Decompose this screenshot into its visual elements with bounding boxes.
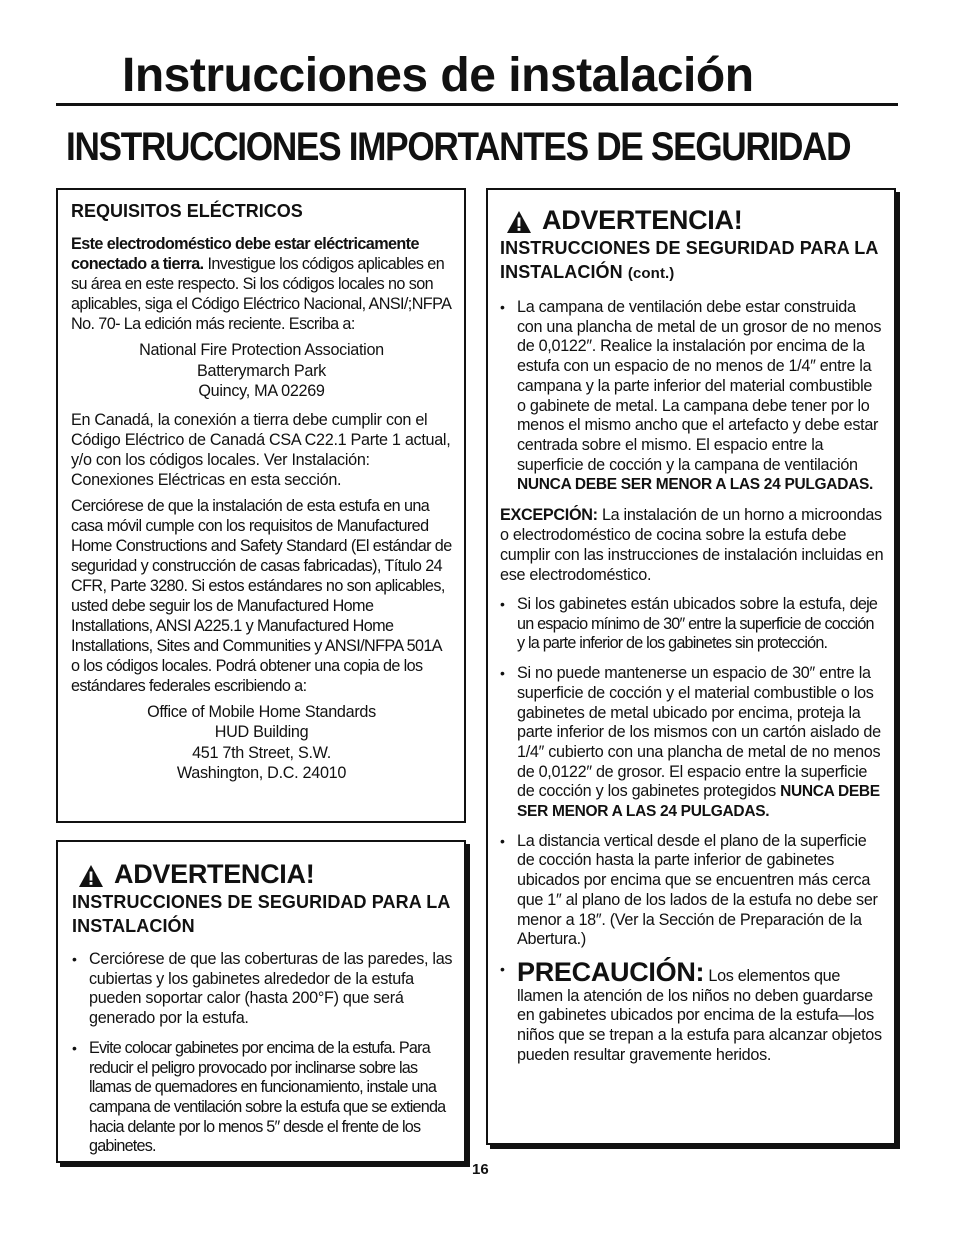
cabinet-text-a: Si los gabinetes están ubicados sobre la estufa, [517,595,846,614]
list-item: • Evite colocar gabinetes por encima de la estufa. Para reducir el peligro provocado por inclinarse sobre las llamas de quemadores en funcionamiento, instale una campana de ventilación sobre la estufa que se extienda hacia delante por lo menos 5″ desde el frente de los gabinetes. [72,1039,454,1157]
warning-box-left [56,840,466,1163]
address-line: Office of Mobile Home Standards [147,702,376,721]
address-line: 451 7th Street, S.W. [192,743,331,762]
grounding-paragraph [71,234,452,334]
address-line: HUD Building [214,723,309,741]
canada-paragraph: En Canadá, la conexión a tierra debe cumplir con el Código Eléctrico de Canadá CSA C22.1 Parte 1 actual, y/o con los códigos locales. Ver Instalación: Conexiones Eléctricas en esta sección. [71,410,451,489]
warning-header [78,860,454,888]
section-title: INSTRUCCIONES IMPORTANTES DE SEGURIDAD [66,125,851,169]
list-item [500,298,884,495]
page-number: 16 [472,1161,489,1178]
warning-header [506,206,884,234]
warning-subtitle-cont: (cont.) [627,265,675,282]
list-item: • Cerciórese de que las coberturas de las paredes, las cubiertas y los gabinetes alrededor de la estufa pueden soportar calor (hasta 200°F) que será generado por la estufa. [72,950,454,1029]
hud-address [71,702,452,784]
caution-text: Los elementos que llamen la atención de los niños no deben guardarse en gabinetes ubicados por encima de la estufa—los niños que se trepan a la estufa para alcanzar objetos pueden resultar gravemente heridos. [517,966,882,1064]
electrical-requirements-box [56,188,466,823]
warning-subtitle: INSTRUCCIONES DE SEGURIDAD PARA LA INSTALACIÓN [72,892,450,936]
warning-triangle-icon [506,210,532,234]
warning-list [500,298,884,495]
exception-paragraph [500,505,884,585]
warning-subtitle [500,236,884,286]
protection-never-text: NUNCA DEBE SER MENOR A LAS 24 PULGADAS. [517,783,880,821]
nfpa-address [71,340,452,402]
title-divider [56,103,898,106]
warning-list [72,950,454,1157]
grounding-text: Investigue los códigos aplicables en su área en este respecto. Si los códigos locales no son aplicables, siga el Código Eléctrico Nacional, ANSI/;NFPA No. 70- La edición más reciente. Escriba a: [71,255,451,333]
list-item [500,595,884,654]
list-item [500,664,884,822]
warning-box-right [486,188,896,1145]
hood-text: La campana de ventilación debe estar construida con una plancha de metal de un grosor de no menos de 0,0122″. Realice la instalación por encima de la estufa con un espacio de no menos de 1/4″ entre la campana y la parte inferior del material combustible o gabinete de metal. La campana debe tener por lo menos el mismo ancho que el artefacto y debe estar centrada sobre el mismo. El espacio entre la superficie de cocción y la campana de ventilación [517,298,882,474]
cabinet-text-b: deje un espacio mínimo de 30″ entre la superficie de cocción y la parte inferior de los gabinetes sin protección. [517,595,878,653]
warning-subtitle-text: INSTRUCCIONES DE SEGURIDAD PARA LA INSTALACIÓN [500,238,878,282]
address-line: Quincy, MA 02269 [198,382,325,400]
address-line: Washington, D.C. 24010 [176,764,347,782]
address-line: National Fire Protection Association [139,341,384,359]
list-item: • La distancia vertical desde el plano de la superficie de cocción hasta la parte inferior de gabinetes ubicados por encima que se encuentren más cerca que 1″ al plano de los lados de la estufa no debe ser menor a 18″. (Ver la Sección de Preparación de la Abertura.) [500,832,884,950]
grounding-bold-text: Este electrodoméstico debe estar eléctricamente conectado a tierra. [71,235,419,273]
exception-text: La instalación de un horno a microondas o electrodoméstico de cocina sobre la estufa debe cumplir con las instrucciones de instalación incluidas en ese electrodoméstico. [500,506,884,585]
warning-list [500,595,884,1065]
warning-title: ADVERTENCIA! [542,205,743,235]
warning-title: ADVERTENCIA! [114,859,315,889]
warning-triangle-icon [78,864,104,888]
page-title: Instrucciones de instalación [122,49,754,102]
exception-label: EXCEPCIÓN: [500,506,598,525]
protection-text: Si no puede mantenerse un espacio de 30″ entre la superficie de cocción y el material combustible o los gabinetes de metal ubicado por encima, proteja la parte inferior de los mismos con un cartón aislado de 1/4″ cubierto con una plancha de metal de no menos de 0,0122″ de grosor. El espacio entre la superficie de cocción y los gabinetes protegidos [517,664,881,801]
hood-never-text: NUNCA DEBE SER MENOR A LAS 24 PULGADAS. [517,476,874,494]
list-item [500,956,884,1066]
address-line: Batterymarch Park [197,361,326,380]
caution-label: PRECAUCIÓN: [517,956,705,987]
electrical-heading: REQUISITOS ELÉCTRICOS [71,201,303,221]
mobile-home-paragraph: Cerciórese de que la instalación de esta estufa en una casa móvil cumple con los requisitos de Manufactured Home Constructions and Safety Standard (El estándar de seguridad y construcción de casas fabricadas), Título 24 CFR, Parte 3280. Si estos estándares no son aplicables, usted debe seguir los de Manufactured Home Installations, ANSI A225.1 y Manufactured Home Installations, Sites and Communities y ANSI/NFPA 501A o los códigos locales. Podrá obtener una copia de los estándares federales escribiendo a: [71,496,452,695]
